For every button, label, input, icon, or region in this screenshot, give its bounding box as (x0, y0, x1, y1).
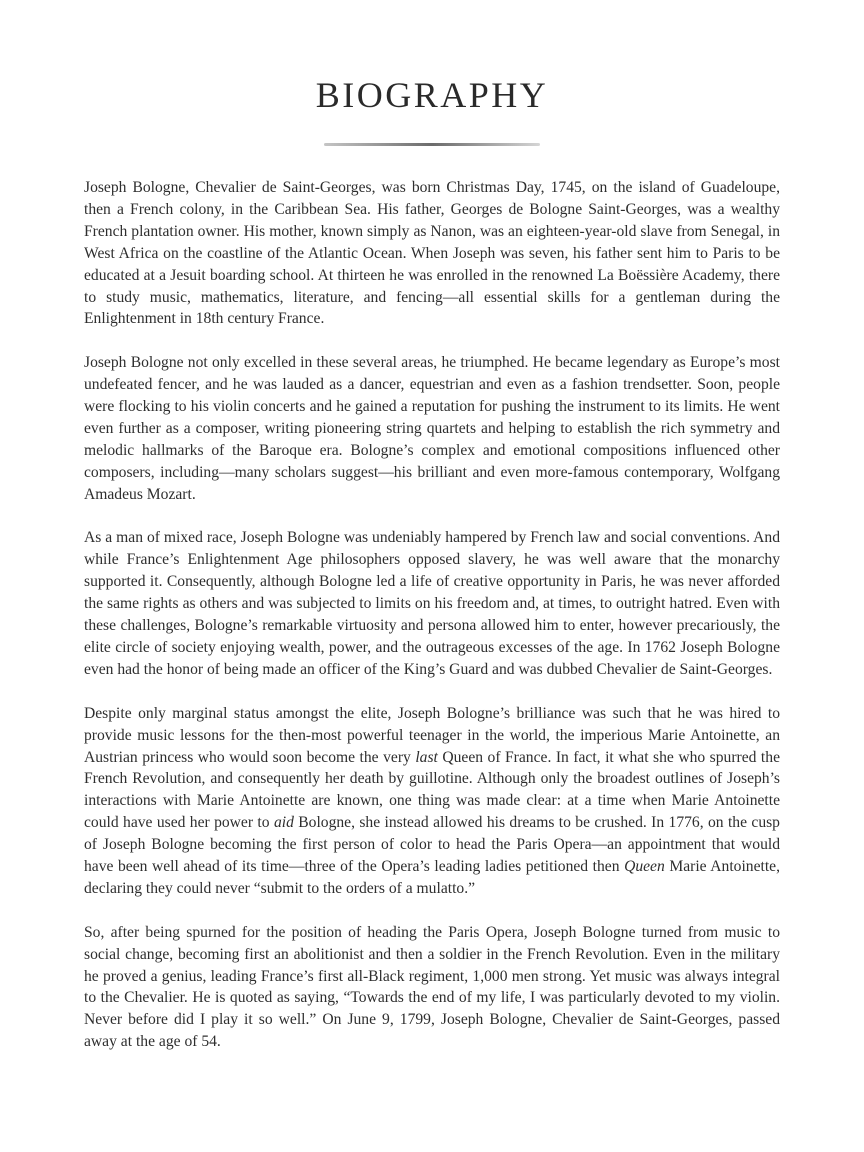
text-segment: Bologne, she instead allowed his dreams to be crushed. In 1776, on the cusp of Joseph Bologne becoming the first person of color to head the Paris Opera—an appointment that would have been well ahead of its time—three of the Opera’s leading ladies petitioned then (84, 814, 780, 876)
title-divider (324, 143, 540, 146)
text-segment: Queen of France. In fact, it what she who spurred the French Revolution, and consequently her death by guillotine. Although only the broadest outlines of Joseph’s interactions with Marie Antoinette are known, one thing was made clear: at a time when Marie Antoinette could have used her power to (84, 748, 780, 832)
page-title: BIOGRAPHY (315, 75, 549, 115)
emphasis-aid: aid (273, 814, 294, 832)
paragraph-mixed-race: As a man of mixed race, Joseph Bologne was undeniably hampered by French law and social conventions. And while France’s Enlightenment Age philosophers opposed slavery, he was well aware that the monarchy supported it. Consequently, although Bologne led a life of creative opportunity in Paris, he was never afforded the same rights as others and was subjected to limits on his freedom and, at times, to outright hatred. Even with these challenges, Bologne’s remarkable virtuosity and persona allowed him to enter, however precariously, the elite circle of society enjoying wealth, power, and the outrageous excesses of the age. In 1762 Joseph Bologne even had the honor of being made an officer of the King’s Guard and was dubbed Chevalier de Saint-Georges. (84, 529, 780, 678)
paragraph-birth: Joseph Bologne, Chevalier de Saint-Georges, was born Christmas Day, 1745, on the island of Guadeloupe, then a French colony, in the Caribbean Sea. His father, Georges de Bologne Saint-Georges, was a wealthy French plantation owner. His mother, known simply as Nanon, was an eighteen-year-old slave from Senegal, in West Africa on the coastline of the Atlantic Ocean. When Joseph was seven, his father sent him to Paris to be educated at a Jesuit boarding school. At thirteen he was enrolled in the renowned La Boëssière Academy, there to study music, mathematics, literature, and fencing—all essential skills for a gentleman during the Enlightenment in 18th century France. (84, 179, 780, 328)
paragraph-marie-antoinette (84, 703, 780, 900)
paragraph-later-life: So, after being spurned for the position of heading the Paris Opera, Joseph Bologne turned from music to social change, becoming first an abolitionist and then a soldier in the French Revolution. Even in the military he proved a genius, leading France’s first all-Black regiment, 1,000 men strong. Yet music was always integral to the Chevalier. He is quoted as saying, “Towards the end of my life, I was particularly devoted to my violin. Never before did I play it so well.” On June 9, 1799, Joseph Bologne, Chevalier de Saint-Georges, passed away at the age of 54. (84, 923, 780, 1051)
text-segment: Despite only marginal status amongst the elite, Joseph Bologne’s brilliance was such that he was hired to provide music lessons for the then-most powerful teenager in the world, the imperious Marie Antoinette, an Austrian princess who would soon become the very (84, 704, 780, 766)
emphasis-last: last (415, 748, 438, 766)
biography-body (84, 177, 780, 1075)
emphasis-queen: Queen (624, 858, 665, 876)
text-segment: Marie Antoinette, declaring they could never “submit to the orders of a mulatto.” (84, 858, 780, 897)
paragraph-accomplishments: Joseph Bologne not only excelled in these several areas, he triumphed. He became legendary as Europe’s most undefeated fencer, and he was lauded as a dancer, equestrian and even as a fashion trendsetter. Soon, people were flocking to his violin concerts and he gained a reputation for pushing the instrument to its limits. He went even further as a composer, writing pioneering string quartets and helping to establish the rich symmetry and melodic hallmarks of the Baroque era. Bologne’s complex and emotional compositions influenced other composers, including—many scholars suggest—his brilliant and even more-famous contemporary, Wolfgang Amadeus Mozart. (84, 354, 780, 503)
